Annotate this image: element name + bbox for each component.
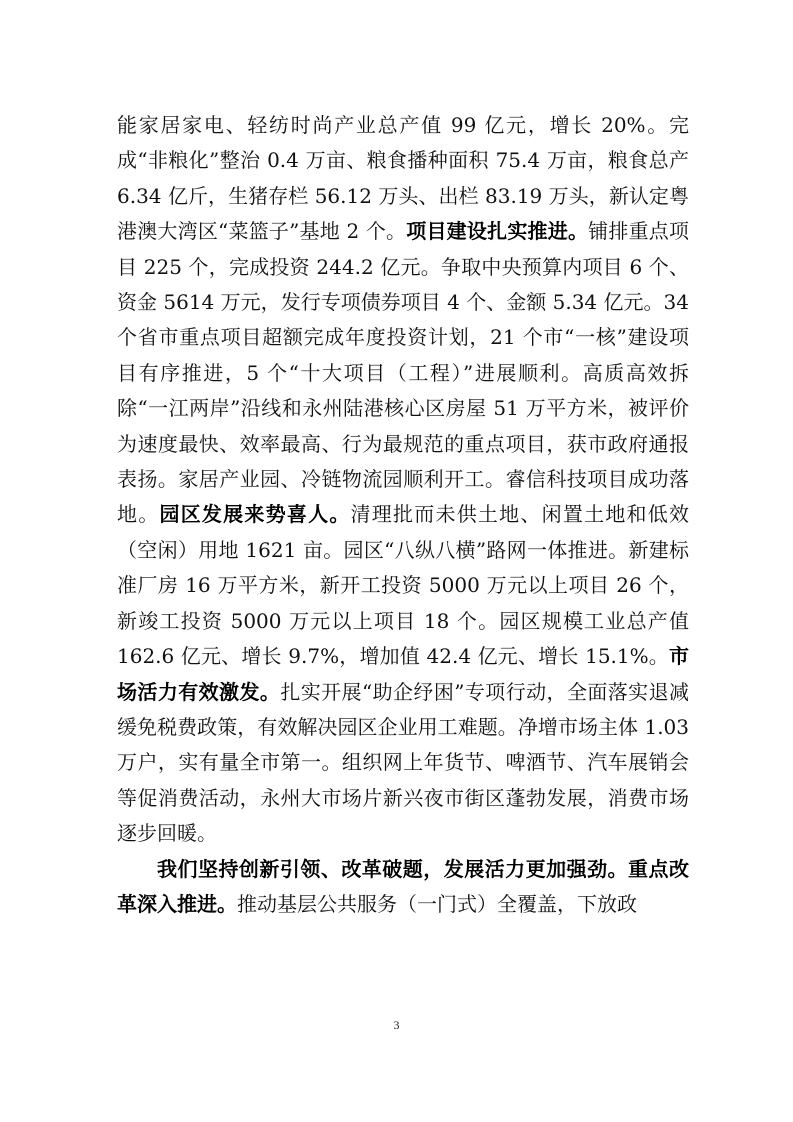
paragraph-text: 推动基层公共服务（一门式）全覆盖，下放政 xyxy=(237,891,637,916)
paragraph-text: 清理批而未供土地、闲置土地和低效（空闲）用地 1621 亩。园区“八纵八横”路网一体推进。新建标准厂房 16 万平方米，新开工投资 5000 万元以上项目 26 个，新竣工投资 5000 万元以上项目 18 个。园区规模工业总产值 162.6 亿元、增长 9.7%，增加值 42.4 亿元、增长 15.1%。 xyxy=(117,502,690,669)
section-heading-projects: 项目建设扎实推进。 xyxy=(406,219,589,244)
section-heading-reform: 我们坚持创新引领、改革破题，发展活力更加强劲。重点改革深入推进。 xyxy=(117,856,689,916)
paragraph-economy xyxy=(117,108,689,852)
paragraph-text: 能家居家电、轻纺时尚产业总产值 99 亿元，增长 20%。完成“非粮化”整治 0.4 万亩、粮食播种面积 75.4 万亩，粮食总产 6.34 亿斤，生猪存栏 56.12 万头、出栏 83.19 万头，新认定粤港澳大湾区“菜篮子”基地 2 个。 xyxy=(117,113,689,244)
paragraph-text: 扎实开展“助企纾困”专项行动，全面落实退减缓免税费政策，有效解决园区企业用工难题。净增市场主体 1.03 万户，实有量全市第一。组织网上年货节、啤酒节、汽车展销会等促消费活动，永州大市场片新兴夜市街区蓬勃发展，消费市场逐步回暖。 xyxy=(117,679,690,846)
page-number: 3 xyxy=(393,1018,400,1032)
section-heading-market: 市场活力有效激发。 xyxy=(117,644,689,704)
paragraph-text: 铺排重点项目 225 个，完成投资 244.2 亿元。争取中央预算内项目 6 个、资金 5614 万元，发行专项债券项目 4 个、金额 5.34 亿元。34 个省市重点项目超额完成年度投资计划，21 个市“一核”建设项目有序推进，5 个“十大项目（工程）”进展顺利。高质高效拆除“一江两岸”沿线和永州陆港核心区房屋 51 万平方米，被评价为速度最快、效率最高、行为最规范的重点项目，获市政府通报表扬。家居产业园、冷链物流园顺利开工。睿信科技项目成功落地。 xyxy=(117,219,690,527)
section-heading-parks: 园区发展来势喜人。 xyxy=(159,502,351,527)
document-body xyxy=(117,108,689,922)
paragraph-reform xyxy=(117,852,689,923)
